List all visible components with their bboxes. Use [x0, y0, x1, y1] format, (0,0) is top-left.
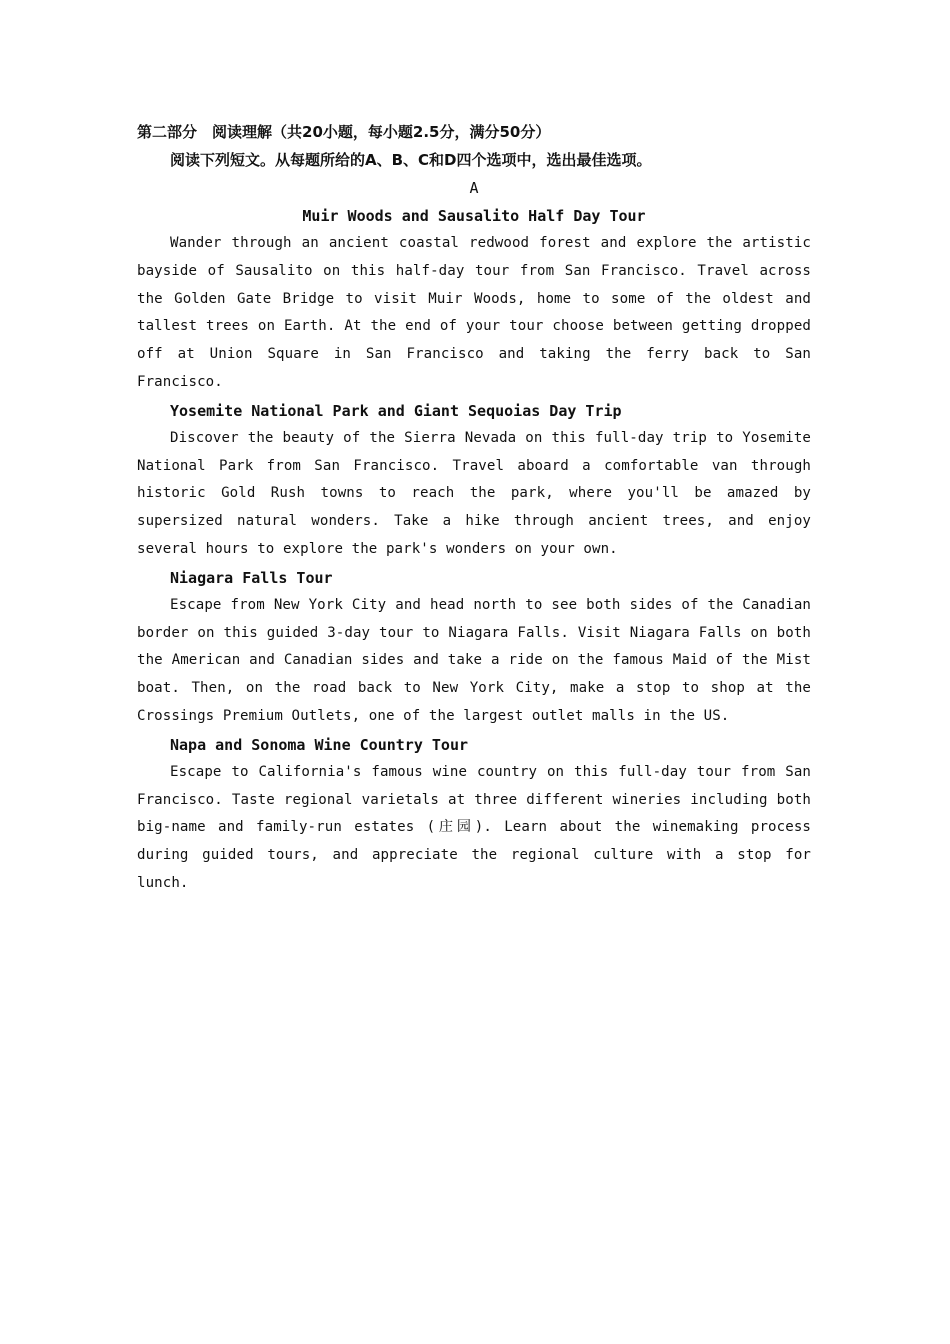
- tour-description-muir-woods: Wander through an ancient coastal redwood forest and explore the artistic bayside of Sausalito on this half-day tour from San Francisco. Travel across the Golden Gate Bridge to visit Muir Woods, home to some of the oldest and tallest trees on Earth. At the end of your tour choose between getting dropped off at Union Square in San Francisco and taking the ferry back to San Francisco.: [137, 235, 811, 390]
- tour-title-niagara: Niagara Falls Tour: [170, 568, 333, 587]
- tour-title-muir-woods: Muir Woods and Sausalito Half Day Tour: [302, 207, 646, 225]
- tour-title-yosemite: Yosemite National Park and Giant Sequoias Day Trip: [170, 401, 622, 420]
- section-header: 第二部分 阅读理解（共20小题，每小题2.5分，满分50分）: [137, 123, 551, 141]
- tour-description-yosemite: Discover the beauty of the Sierra Nevada on this full-day trip to Yosemite National Park from San Francisco. Travel aboard a comfortable van through historic Gold Rush towns to reach the park, where you'll be amazed by supersized natural wonders. Take a hike through ancient trees, and enjoy several hours to explore the park's wonders on your own.: [137, 429, 811, 557]
- instructions: 阅读下列短文。从每题所给的A、B、C和D四个选项中，选出最佳选项。: [170, 151, 652, 169]
- tour-description-napa-sonoma: Escape to California's famous wine country on this full-day tour from San Francisco. Taste regional varietals at three different wineries including both big-name and family-run estates (庄园). Learn about the winemaking process during guided tours, and appreciate the regional culture with a stop for lunch.: [137, 763, 811, 891]
- tour-description-niagara: Escape from New York City and head north to see both sides of the Canadian border on this guided 3-day tour to Niagara Falls. Visit Niagara Falls on both the American and Canadian sides and take a ride on the famous Maid of the Mist boat. Then, on the road back to New York City, make a stop to shop at the Crossings Premium Outlets, one of the largest outlet malls in the US.: [137, 596, 811, 724]
- passage-letter: A: [469, 179, 479, 197]
- document-page: [137, 118, 811, 898]
- tour-title-napa-sonoma: Napa and Sonoma Wine Country Tour: [170, 735, 469, 754]
